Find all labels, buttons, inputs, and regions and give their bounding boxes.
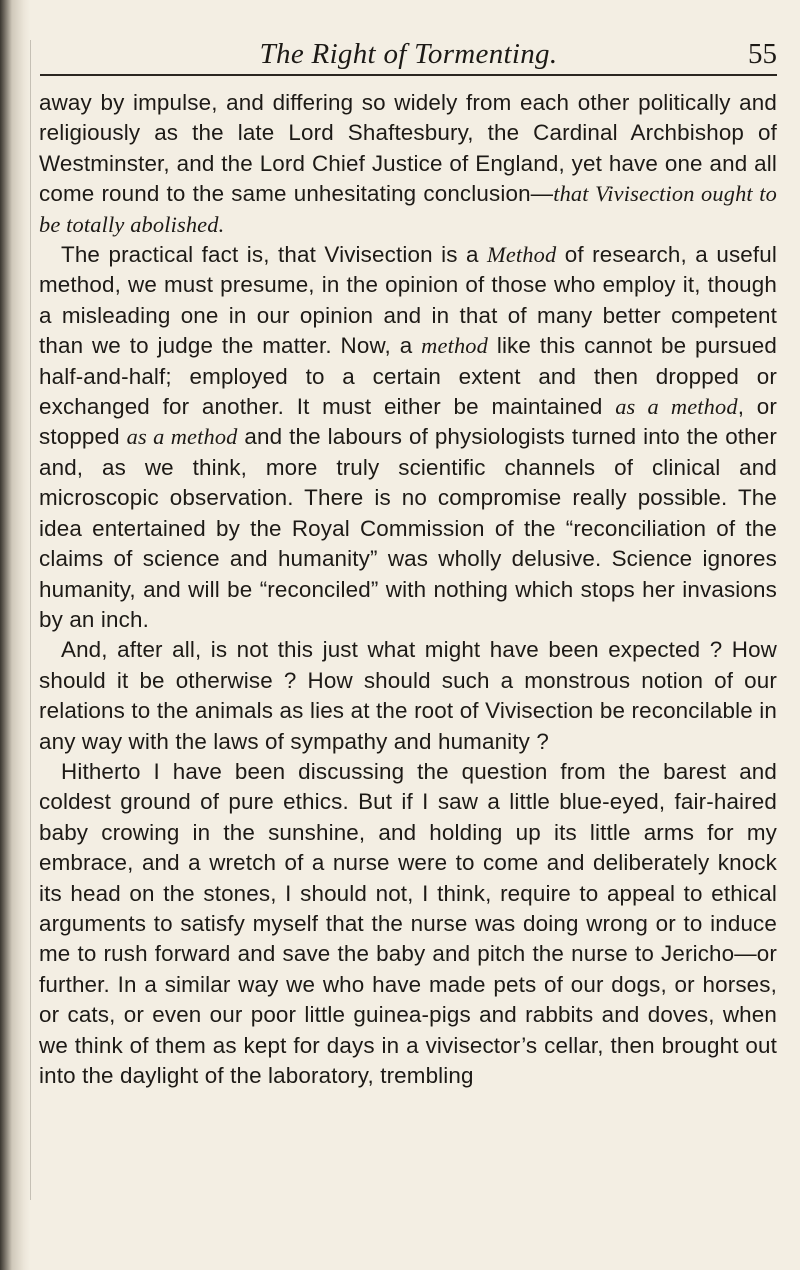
- gutter-shadow: [30, 40, 31, 1200]
- text-run-italic: Method: [487, 242, 557, 268]
- text-run: like this cannot be pursued half-and-half; employed to a certain extent and then dropped or exchanged for another. It must either be maintained: [39, 333, 778, 420]
- text-run: of research, a useful method, we must presume, in the opinion of those who employ it, though a misleading one in our opinion and in that of many better competent than we to judge the matter. Now, a: [39, 242, 777, 359]
- page-number: 55: [748, 38, 777, 70]
- text-run-italic: as a method: [126, 424, 238, 450]
- running-title: The Right of Tormenting.: [259, 38, 558, 70]
- text-run: , or stopped: [39, 394, 777, 450]
- text-run-italic: that Vivisection ought to be totally abolished.: [39, 181, 777, 237]
- text-run: The practical fact is, that Vivisection is a: [61, 242, 488, 268]
- header-rule: [40, 74, 777, 76]
- text-run-italic: method: [421, 333, 488, 359]
- page-header: [40, 34, 777, 74]
- text-run: Hitherto I have been discussing the question from the barest and coldest ground of pure ethics. But if I saw a little blue-eyed, fair-haired baby crowing in the sunshine, and holding up its little arms for my embrace, and a wretch of a nurse were to come and deliberately knock its head on the stones, I should not, I think, require to appeal to ethical arguments to satisfy myself that the nurse was doing wrong or to induce me to rush forward and save the baby and pitch the nurse to Jericho—or further. In a similar way we who have made pets of our dogs, or horses, or cats, or even our poor little guinea-pigs and rabbits and doves, when we think of them as kept for days in a vivisector’s cellar, then brought out into the daylight of the laboratory, trembling: [39, 758, 777, 1088]
- book-binding-edge: [0, 0, 30, 1270]
- paragraph: [39, 240, 777, 635]
- text-run: away by impulse, and differing so widely from each other politically and religiously as the late Lord Shaftesbury, the Cardinal Archbishop of Westminster, and the Lord Chief Justice of England, yet have one and all come round to the same unhesitating conclusion—: [39, 90, 777, 207]
- text-run-italic: as a method: [615, 394, 738, 420]
- paragraph: [39, 757, 777, 1091]
- text-run: and the labours of physiologists turned into the other and, as we think, more truly scientific channels of clinical and microscopic observation. There is no compromise really possible. The idea entertained by the Royal Commission of the “reconciliation of the claims of science and humanity” was wholly delusive. Science ignores humanity, and will be “reconciled” with nothing which stops her invasions by an inch.: [39, 424, 777, 632]
- body-text: [39, 88, 777, 1091]
- text-run: And, after all, is not this just what might have been expected ? How should it be otherwise ? How should such a monstrous notion of our relations to the animals as lies at the root of Vivisection be reconcilable in any way with the laws of sympathy and humanity ?: [39, 637, 777, 754]
- paragraph: [39, 635, 777, 757]
- paragraph: [39, 88, 777, 240]
